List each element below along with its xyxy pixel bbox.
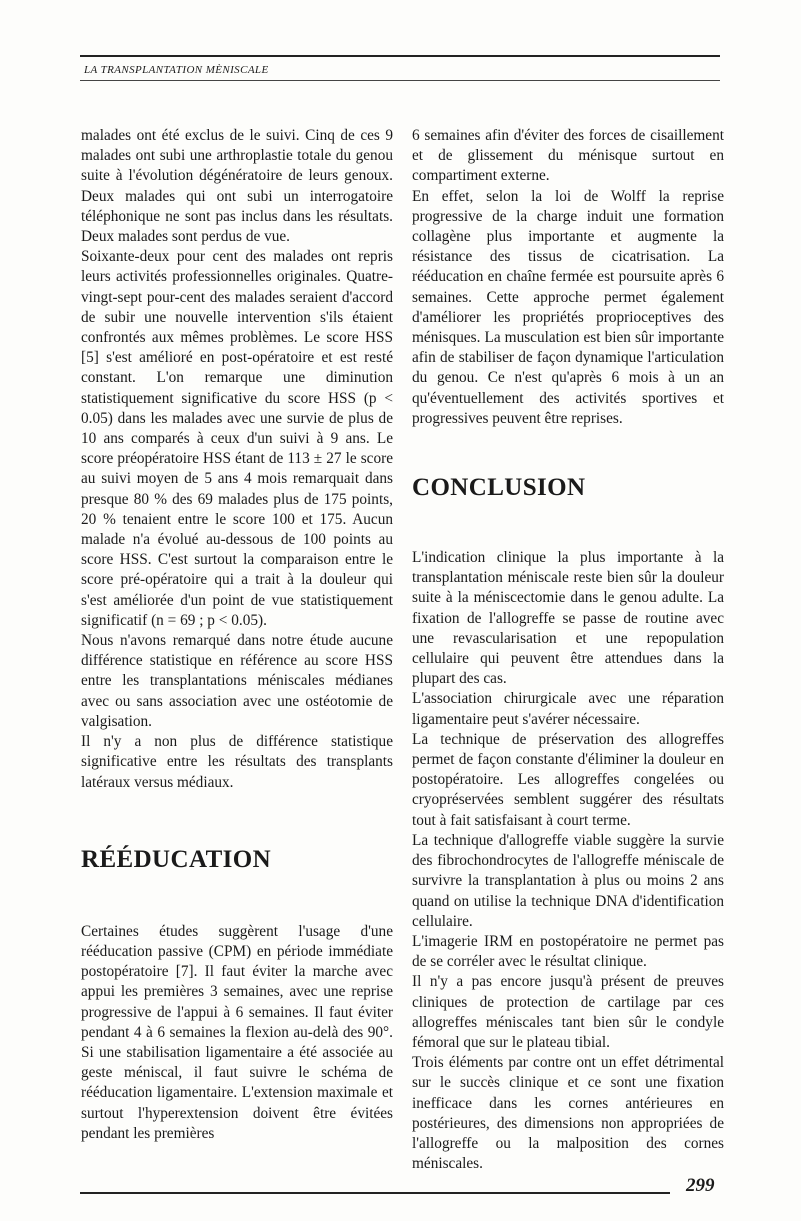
paragraph: L'imagerie IRM en postopératoire ne permet pas de se corréler avec le résultat clinique.: [412, 932, 724, 971]
paragraph: L'indication clinique la plus importante à la transplantation méniscale reste bien sûr la douleur suite à la méniscectomie dans le genou adulte. La fixation de l'allogreffe se passe de routine avec une revascularisation et une repopulation cellulaire qui peuvent être attendues dans la plupart des cas.: [412, 549, 724, 688]
footer-rule: [80, 1192, 670, 1194]
section-heading-reeducation: RÉÉDUCATION: [81, 845, 272, 873]
header-rule-bottom: [80, 80, 720, 81]
paragraph: Certaines études suggèrent l'usage d'une rééducation passive (CPM) en période immédiate postopératoire [7]. Il faut éviter la marche avec appui les premières 3 semaines, avec une reprise progressive de l'appui à 6 semaines. Il faut éviter pendant 4 à 6 semaines la flexion au-delà des 90°. Si une stabilisation ligamentaire a été associée au geste méniscal, il faut suivre le schéma de rééducation ligamentaire. L'extension maximale et surtout l'hyperextension doivent être évitées pendant les premières: [81, 922, 393, 1142]
page-number: 299: [686, 1175, 715, 1196]
paragraph: Il n'y a pas encore jusqu'à présent de preuves cliniques de protection de cartilage par ces allogreffes méniscales tant bien sûr le condyle fémoral que sur le plateau tibial.: [412, 973, 724, 1051]
paragraph: La technique d'allogreffe viable suggère la survie des fibrochondrocytes de l'allogreffe méniscale de survivre la transplantation à plus ou moins 2 ans quand on utilise la technique DNA d'identification cellulaire.: [412, 831, 724, 930]
header-rule-top: [80, 55, 720, 57]
paragraph: malades ont été exclus de le suivi. Cinq de ces 9 malades ont subi une arthroplastie totale du genou suite à l'évolution dégénératoire de leurs genoux. Deux malades qui ont subi un interrogatoire téléphonique ne sont pas inclus dans les résultats. Deux malades sont perdus de vue.: [81, 127, 393, 246]
paragraph: L'association chirurgicale avec une réparation ligamentaire peut s'avérer nécessaire.: [412, 690, 724, 728]
paragraph: 6 semaines afin d'éviter des forces de cisaillement et de glissement du ménisque surtout en compartiment externe.: [412, 127, 724, 185]
running-head: LA TRANSPLANTATION MÈNISCALE: [84, 64, 269, 76]
paragraph: Il n'y a non plus de différence statistique significative entre les résultats des transplants latéraux versus médiaux.: [81, 733, 393, 791]
paragraph: Trois éléments par contre ont un effet détrimental sur le succès clinique et ce sont une fixation inefficace dans les cornes antérieures en postérieures, des dimensions non appropriées de l'allogreffe ou la malposition des cornes méniscales.: [412, 1054, 724, 1173]
paragraph: Nous n'avons remarqué dans notre étude aucune différence statistique en référence au score HSS entre les transplantations méniscales médianes avec ou sans association avec une ostéotomie de valgisation.: [81, 632, 393, 730]
right-column: [412, 126, 724, 1174]
paragraph: En effet, selon la loi de Wolff la reprise progressive de la charge induit une formation collagène plus importante et augmente la résistance des tissus de cicatrisation. La rééducation en chaîne fermée est poursuite après 6 semaines. Cette approche permet également d'améliorer les propriétés proprioceptives des ménisques. La musculation est bien sûr importante afin de stabiliser de façon dynamique l'articulation du genou. Ce n'est qu'après 6 mois à un an qu'éventuellement des activités sportives et progressives peuvent être reprises.: [412, 187, 724, 427]
paragraph: Soixante-deux pour cent des malades ont repris leurs activités professionnelles originales. Quatre-vingt-sept pour-cent des malades seraient d'accord de subir une nouvelle intervention s'ils étaient confrontés aux mêmes problèmes. Le score HSS [5] s'est amélioré en post-opératoire et est resté constant. L'on remarque une diminution statistiquement significative du score HSS (p < 0.05) dans les malades avec une survie de plus de 10 ans comparés à ceux d'un suivi à 9 ans. Le score préopératoire HSS étant de 113 ± 27 le score au suivi moyen de 5 ans 4 mois remarquait dans presque 80 % des 69 malades plus de 175 points, 20 % tenaient entre le score 100 et 175. Aucun malade n'a évolué au-dessous de 100 points au score HSS. C'est surtout la comparaison entre le score pré-opératoire qui a trait à la douleur qui s'est améliorée d'un point de vue statistiquement significatif (n = 69 ; p < 0.05).: [81, 248, 393, 629]
section-heading-conclusion: CONCLUSION: [412, 474, 586, 502]
paragraph: La technique de préservation des allogreffes permet de façon constante d'éliminer la douleur en postopératoire. Les allogreffes congelées ou cryopréservées semblent suggérer des résultats tout à fait satisfaisant à court terme.: [412, 730, 724, 829]
left-column: [81, 126, 393, 1144]
